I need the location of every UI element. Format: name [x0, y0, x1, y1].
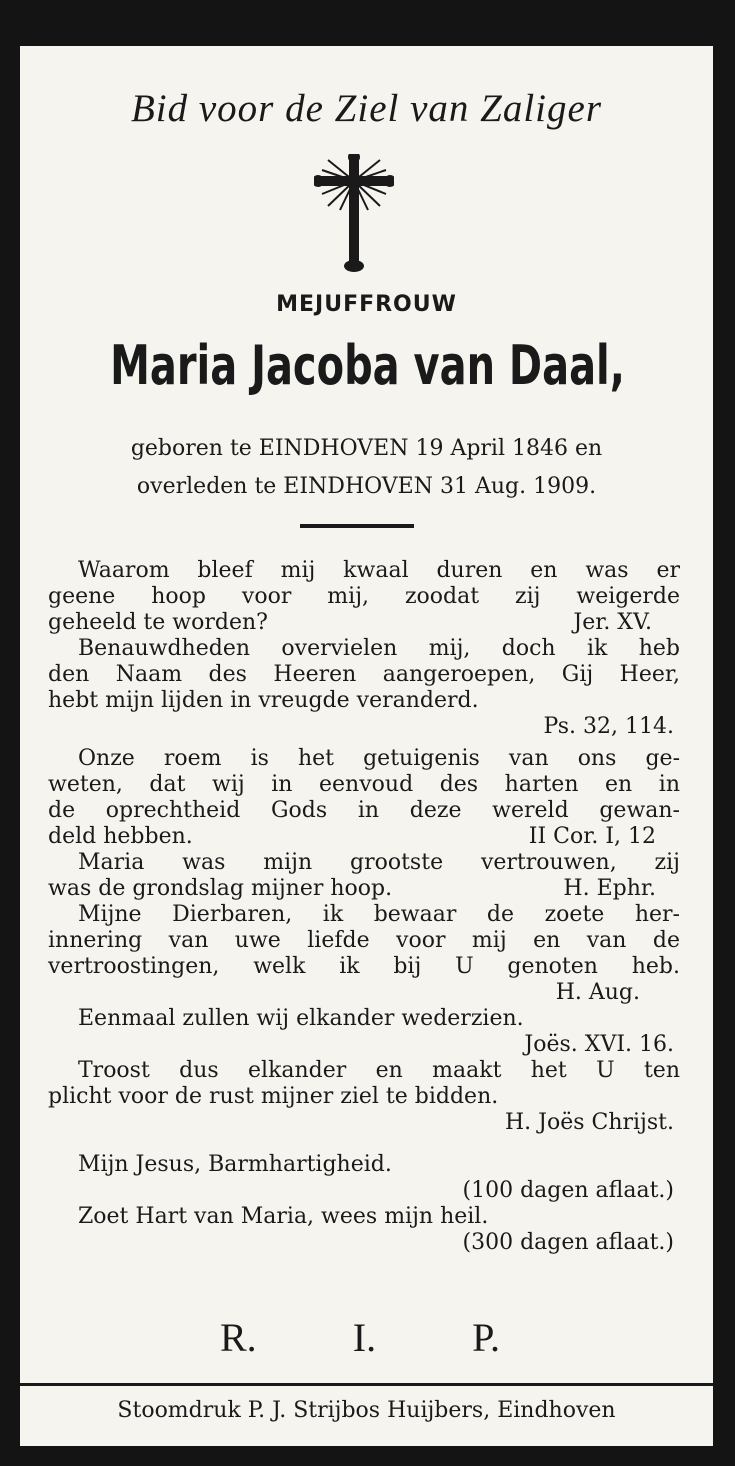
verse-block: [48, 558, 680, 1256]
verse-line: vertroostingen, welk ik bij U genoten heb.: [48, 954, 680, 979]
verse-line: Eenmaal zullen wij elkander wederzien.: [78, 1006, 524, 1031]
verse-line: weten, dat wij in eenvoud des harten en in: [48, 772, 680, 797]
verse-line: Mijne Dierbaren, ik bewaar de zoete her-: [78, 902, 680, 927]
rip-letter: I.: [352, 1315, 377, 1360]
radiant-cross-icon: [314, 154, 394, 274]
verse-line: hebt mijn lijden in vreugde veranderd.: [48, 688, 479, 713]
verse-line: den Naam des Heeren aangeroepen, Gij Heer,: [48, 662, 680, 687]
printer-imprint: Stoomdruk P. J. Strijbos Huijbers, Eindhoven: [117, 1398, 616, 1423]
verse-line: Maria was mijn grootste vertrouwen, zij: [78, 850, 680, 875]
verse-line: innering van uwe liefde voor mij en van de: [48, 928, 680, 953]
life-dates: [20, 430, 713, 506]
verse-citation: Joës. XVI. 16.: [524, 1032, 674, 1057]
verse-citation: Jer. XV.: [573, 610, 652, 635]
verse-citation: H. Ephr.: [563, 876, 656, 901]
indulgence-note: (300 dagen aflaat.): [462, 1230, 674, 1255]
verse-line-with-citation: [48, 610, 680, 636]
divider-rule: [300, 524, 414, 528]
card-heading: Bid voor de Ziel van Zaliger: [130, 87, 603, 130]
prayer-line: Zoet Hart van Maria, wees mijn heil.: [78, 1204, 489, 1229]
verse-line: Waarom bleef mij kwaal duren en was er: [78, 558, 680, 583]
verse-line: was de grondslag mijner hoop.: [48, 876, 393, 901]
birth-line: geboren te EINDHOVEN 19 April 1846 en: [130, 436, 603, 461]
rip-initials: [220, 1314, 500, 1361]
footer-rule: [20, 1383, 713, 1386]
verse-line: geheeld te worden?: [48, 610, 268, 635]
honorific: MEJUFFROUW: [276, 292, 457, 317]
verse-line: de oprechtheid Gods in deze wereld gewan-: [48, 798, 680, 823]
prayer-line: Mijn Jesus, Barmhartigheid.: [78, 1152, 392, 1177]
verse-line-with-citation: [48, 824, 680, 850]
rip-letter: P.: [472, 1315, 500, 1360]
verse-line: Troost dus elkander en maakt het U ten: [78, 1058, 680, 1083]
verse-line: Onze roem is het getuigenis van ons ge-: [78, 746, 680, 771]
death-line: overleden te EINDHOVEN 31 Aug. 1909.: [136, 474, 597, 499]
verse-citation: Ps. 32, 114.: [543, 714, 674, 739]
verse-citation: H. Joës Chrijst.: [504, 1110, 674, 1135]
verse-citation: H. Aug.: [555, 980, 640, 1005]
memorial-card: [20, 46, 713, 1446]
verse-line: plicht voor de rust mijner ziel te bidden.: [48, 1084, 499, 1109]
verse-citation: II Cor. I, 12: [528, 824, 656, 849]
rip-letter: R.: [220, 1315, 257, 1360]
verse-line-with-citation: [48, 876, 680, 902]
deceased-name: Maria Jacoba van Daal,: [110, 334, 625, 397]
verse-line: Benauwdheden overvielen mij, doch ik heb: [78, 636, 680, 661]
indulgence-note: (100 dagen aflaat.): [462, 1178, 674, 1203]
verse-line: deld hebben.: [48, 824, 193, 849]
verse-line: geene hoop voor mij, zoodat zij weigerde: [48, 584, 680, 609]
